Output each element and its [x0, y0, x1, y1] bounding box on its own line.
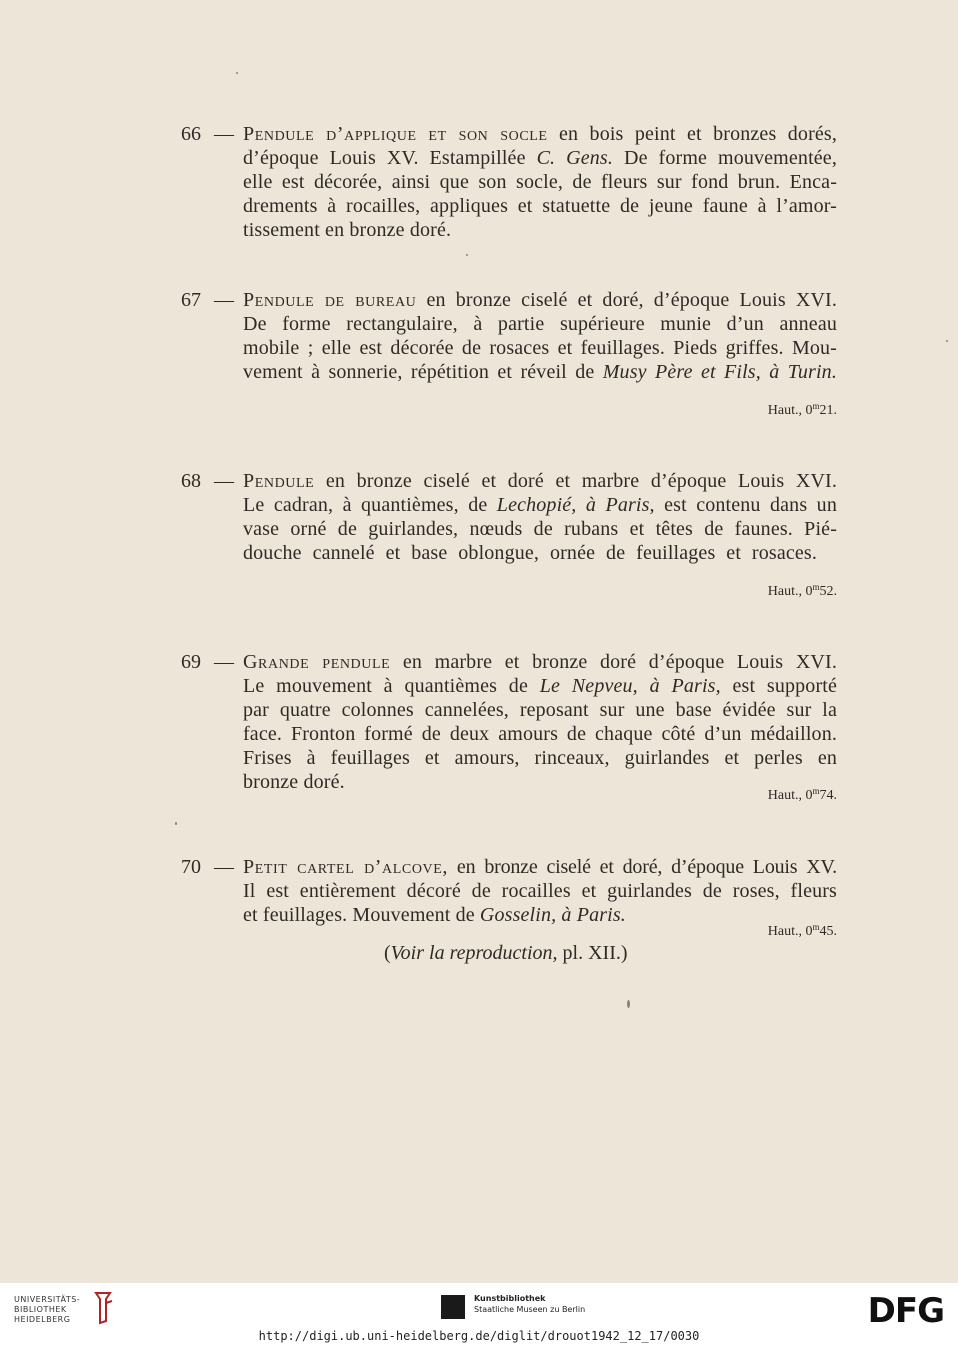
entry-number: 70 [181, 856, 201, 878]
entry-text: en bronze ciselé et doré, d’époque Louis XV. [448, 856, 837, 878]
entry-title: Pendule [243, 470, 315, 492]
entry-line [243, 650, 837, 674]
entry-line [243, 146, 837, 170]
entry-line [243, 855, 837, 879]
entry-text: et feuillages. Mouvement de [243, 904, 480, 926]
entry-line [243, 469, 837, 493]
entry-title: Pendule de bureau [243, 289, 417, 311]
entry-line: De forme rectangulaire, à partie supérieure munie d’un anneau [243, 313, 837, 335]
entry-line: Frises à feuillages et amours, rinceaux, guirlandes et perles en [243, 747, 837, 769]
entry-line: drements à rocailles, appliques et statuette de jeune faune à l’amor- [243, 195, 837, 217]
entry-line: mobile ; elle est décorée de rosaces et feuillages. Pieds griffes. Mou- [243, 337, 837, 359]
entry-number: 69 [181, 651, 201, 673]
entry-title: Petit cartel d’alcove, [243, 856, 449, 878]
entry-number: 68 [181, 470, 201, 492]
entry-line: Il est entièrement décoré de rocailles et guirlandes de roses, fleurs [243, 880, 837, 902]
height-measure: Haut., 0$^m$21. [767, 401, 837, 418]
entry-line: douche cannelé et base oblongue, ornée de feuillages et rosaces. [243, 542, 817, 564]
entry-text: d’époque Louis XV. Estampillée [243, 147, 537, 169]
dfg-logo: DFG [867, 1291, 944, 1331]
entry-line [243, 674, 837, 698]
entry-dash: — [214, 470, 234, 492]
entry-text: en bronze ciselé et doré, d’époque Louis XVI. [416, 289, 837, 311]
kunstbibliothek-logo-icon [441, 1295, 465, 1319]
paper-speck [946, 340, 948, 342]
entry-text: Le cadran, à quantièmes, de [243, 494, 497, 516]
entry-number: 67 [181, 289, 201, 311]
maker-name: Le Nepveu, à Paris, [539, 675, 721, 697]
entry-text: est contenu dans un [654, 494, 837, 516]
entry-line: vase orné de guirlandes, nœuds de rubans et têtes de faunes. Pié- [243, 518, 837, 540]
entry-text: De forme mouvementée, [613, 147, 837, 169]
paper-speck [466, 254, 468, 256]
source-url[interactable]: http://digi.ub.uni-heidelberg.de/diglit/drouot1942_12_17/0030 [258, 1329, 700, 1343]
entry-text: en bois peint et bronzes dorés, [547, 123, 837, 145]
entry-text: en marbre et bronze doré d’époque Louis XVI. [390, 651, 837, 673]
entry-line: tissement en bronze doré. [243, 219, 452, 241]
entry-line [243, 360, 837, 384]
height-measure: Haut., 0$^m$45. [767, 922, 837, 939]
paper-speck [236, 72, 238, 74]
entry-dash: — [214, 856, 234, 878]
maker-name: Lechopié, à Paris, [496, 494, 655, 516]
height-measure: Haut., 0$^m$52. [767, 582, 837, 599]
entry-line [243, 493, 837, 517]
entry-text: Le mouvement à quantièmes de [243, 675, 540, 697]
entry-text: en bronze ciselé et doré et marbre d’époque Louis XVI. [314, 470, 837, 492]
height-measure: Haut., 0$^m$74. [767, 786, 837, 803]
entry-line: face. Fronton formé de deux amours de chaque côté d’un médaillon. [243, 723, 837, 745]
entry-title: Grande pendule [243, 651, 391, 673]
plate-reference: (Voir la reproduction, pl. XII.) [384, 942, 628, 964]
paper-speck [627, 1000, 630, 1008]
entry-line: elle est décorée, ainsi que son socle, de fleurs sur fond brun. Enca- [243, 171, 837, 193]
entry-line [243, 122, 837, 146]
entry-dash: — [214, 123, 234, 145]
entry-dash: — [214, 289, 234, 311]
digitization-footer [0, 1283, 958, 1348]
entry-line [243, 288, 837, 312]
entry-title: Pendule d’applique et son socle [243, 123, 548, 145]
uni-heidelberg-logo-text: UNIVERSITÄTS- BIBLIOTHEK HEIDELBERG [14, 1295, 81, 1324]
entry-line: bronze doré. [243, 771, 345, 793]
entry-dash: — [214, 651, 234, 673]
paper-speck [175, 822, 177, 825]
maker-name: Gosselin, à Paris. [479, 904, 626, 926]
maker-name: C. Gens. [536, 147, 614, 169]
entry-number: 66 [181, 123, 201, 145]
entry-text: vement à sonnerie, répétition et réveil de [243, 361, 603, 383]
maker-name: Musy Père et Fils, à Turin. [602, 361, 837, 383]
kunstbibliothek-logo-text: Kunstbibliothek Staatliche Museen zu Berlin [474, 1294, 586, 1314]
uni-heidelberg-logo-icon [92, 1291, 114, 1325]
entry-line [243, 903, 626, 927]
entry-line: par quatre colonnes cannelées, reposant sur une base évidée sur la [243, 699, 837, 721]
entry-text: est supporté [720, 675, 837, 697]
